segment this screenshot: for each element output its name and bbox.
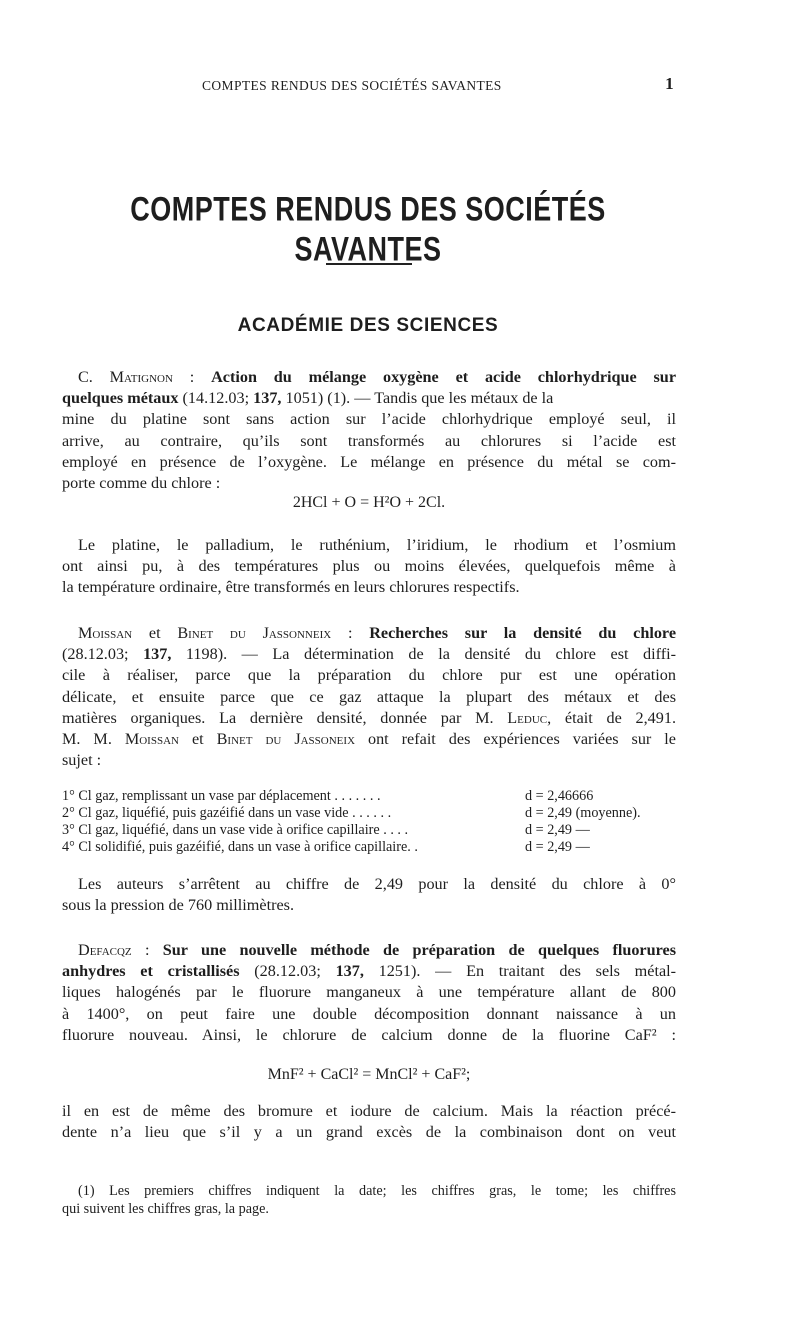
article-moissan-line-6 bbox=[62, 729, 676, 750]
measurement-label: 3° Cl gaz, liquéfié, dans un vase vide à orifice capillaire . . . . bbox=[62, 822, 409, 838]
measurement-label: 1° Cl gaz, remplissant un vase par déplacement . . . . . . . bbox=[62, 788, 381, 804]
text-line: la température ordinaire, être transformés en leurs chlorures respectifs. bbox=[62, 578, 520, 597]
author-name: Defacqz bbox=[78, 941, 132, 959]
reference-volume: 137, bbox=[335, 962, 364, 981]
author-name: Binet du Jassonneix bbox=[177, 624, 332, 642]
text-line: mine du platine sont sans action sur l’acide chlorhydrique employé seul, il bbox=[62, 410, 676, 429]
article-moissan-line-2 bbox=[62, 644, 676, 665]
article-moissan-conclusion bbox=[62, 874, 676, 916]
measurement-label: 4° Cl solidifié, puis gazéifié, dans un vase à orifice capillaire. . bbox=[62, 839, 418, 855]
article-moissan-line-5 bbox=[62, 708, 676, 729]
equation-hcl: 2HCl + O = H²O + 2Cl. bbox=[292, 494, 446, 511]
conjunction: et bbox=[178, 730, 217, 749]
article-matignon-line-1 bbox=[62, 367, 676, 388]
reference-page: 1051) (1). — Tandis que les métaux de la bbox=[281, 389, 554, 408]
article-defacqz-cont bbox=[62, 1101, 676, 1143]
text-fragment: M. M. bbox=[62, 730, 125, 749]
article-title: Recherches sur la densité du chlore bbox=[369, 624, 677, 642]
text-fragment: , était de 2,491. bbox=[547, 708, 676, 727]
measurement-label: 2° Cl gaz, liquéfié, puis gazéifié dans un vase vide . . . . . . bbox=[62, 805, 392, 821]
density-measurements bbox=[62, 788, 682, 856]
reference-date: (14.12.03; bbox=[178, 389, 254, 408]
author-name: Leduc bbox=[507, 708, 548, 727]
footnote-line: qui suivent les chiffres gras, la page. bbox=[62, 1201, 269, 1217]
running-title: COMPTES RENDUS DES SOCIÉTÉS SAVANTES bbox=[202, 78, 502, 93]
reference-page: 1251). — En traitant des sels métal- bbox=[363, 962, 677, 981]
measurement-value: d = 2,46666 bbox=[525, 788, 594, 804]
article-moissan-line-1 bbox=[62, 623, 676, 644]
author-name: Binet du Jassoneix bbox=[216, 730, 356, 749]
article-title: Action du mélange oxygène et acide chlorhydrique sur bbox=[211, 368, 676, 386]
separator: : bbox=[331, 624, 370, 642]
text-fragment: matières organiques. La dernière densité, donnée par M. bbox=[62, 708, 508, 727]
article-moissan bbox=[62, 623, 676, 771]
footnote bbox=[62, 1182, 676, 1218]
text-line: dente n’a lieu que s’il y a un grand excès de la combinaison dont on veut bbox=[62, 1123, 676, 1142]
text-line: sous la pression de 760 millimètres. bbox=[62, 896, 294, 915]
reference-volume: 137, bbox=[253, 389, 282, 408]
page-title: COMPTES RENDUS DES SOCIÉTÉS SAVANTES bbox=[130, 190, 606, 269]
article-matignon-line-2 bbox=[62, 388, 676, 409]
text-line: à 1400°, on peut faire une double décomposition donnant naissance à un bbox=[62, 1004, 676, 1023]
reference-date: (28.12.03; bbox=[239, 962, 336, 981]
reference-page: 1198). — La détermination de la densité du chlore est diffi- bbox=[171, 645, 676, 664]
article-matignon-para-2 bbox=[62, 535, 676, 599]
footnote-line: (1) Les premiers chiffres indiquent la date; les chiffres gras, le tome; les chiffres bbox=[78, 1183, 676, 1199]
author-name: Moissan bbox=[78, 624, 133, 642]
text-line: employé en présence de l’oxygène. Le mélange en présence du métal se com- bbox=[62, 452, 676, 471]
text-line: liques halogénés par le fluorure manganeux à une température allant de 800 bbox=[62, 983, 676, 1002]
author-name: C. Matignon bbox=[78, 368, 173, 386]
text-line: cile à réaliser, parce que la préparation du chlore pur est une opération bbox=[62, 666, 676, 685]
page-number: 1 bbox=[665, 74, 674, 93]
article-defacqz-line-2 bbox=[62, 961, 676, 982]
article-title-cont: quelques métaux bbox=[62, 389, 179, 408]
measurement-row bbox=[62, 822, 682, 839]
article-title-cont: anhydres et cristallisés bbox=[62, 962, 240, 981]
text-line: porte comme du chlore : bbox=[62, 474, 221, 493]
separator: : bbox=[131, 941, 163, 959]
text-line: sujet : bbox=[62, 751, 102, 770]
title-divider bbox=[326, 263, 412, 265]
measurement-row bbox=[62, 805, 682, 822]
measurement-row bbox=[62, 839, 682, 856]
article-defacqz-line-1 bbox=[62, 940, 676, 961]
conjunction: et bbox=[132, 624, 178, 642]
measurement-value: d = 2,49 (moyenne). bbox=[525, 805, 641, 821]
text-line: fluorure nouveau. Ainsi, le chlorure de calcium donne de la fluorine CaF² : bbox=[62, 1025, 676, 1044]
section-heading: ACADÉMIE DES SCIENCES bbox=[237, 315, 499, 336]
article-title: Sur une nouvelle méthode de préparation de quelques fluorures bbox=[162, 941, 676, 959]
text-line: ont ainsi pu, à des températures plus ou moins élevées, quelquefois même à bbox=[62, 557, 676, 576]
text-line: Les auteurs s’arrêtent au chiffre de 2,49 pour la densité du chlore à 0° bbox=[78, 875, 676, 893]
separator: : bbox=[172, 368, 212, 386]
equation-fluoride: MnF² + CaCl² = MnCl² + CaF²; bbox=[267, 1066, 471, 1083]
reference-volume: 137, bbox=[143, 645, 172, 664]
measurement-value: d = 2,49 — bbox=[525, 839, 590, 855]
measurement-row bbox=[62, 788, 682, 805]
text-line: arrive, au contraire, qu’ils sont transformés au chlorures si l’acide est bbox=[62, 431, 676, 450]
text-line: il en est de même des bromure et iodure de calcium. Mais la réaction précé- bbox=[62, 1102, 676, 1120]
text-line: Le platine, le palladium, le ruthénium, l’iridium, le rhodium et l’osmium bbox=[78, 536, 676, 554]
reference-date: (28.12.03; bbox=[62, 645, 144, 664]
text-line: délicate, et ensuite parce que ce gaz attaque la plupart des métaux et des bbox=[62, 687, 676, 706]
text-fragment: ont refait des expériences variées sur le bbox=[355, 730, 676, 749]
article-defacqz bbox=[62, 940, 676, 1046]
measurement-value: d = 2,49 — bbox=[525, 822, 590, 838]
article-matignon bbox=[62, 367, 676, 494]
author-name: Moissan bbox=[124, 730, 179, 749]
